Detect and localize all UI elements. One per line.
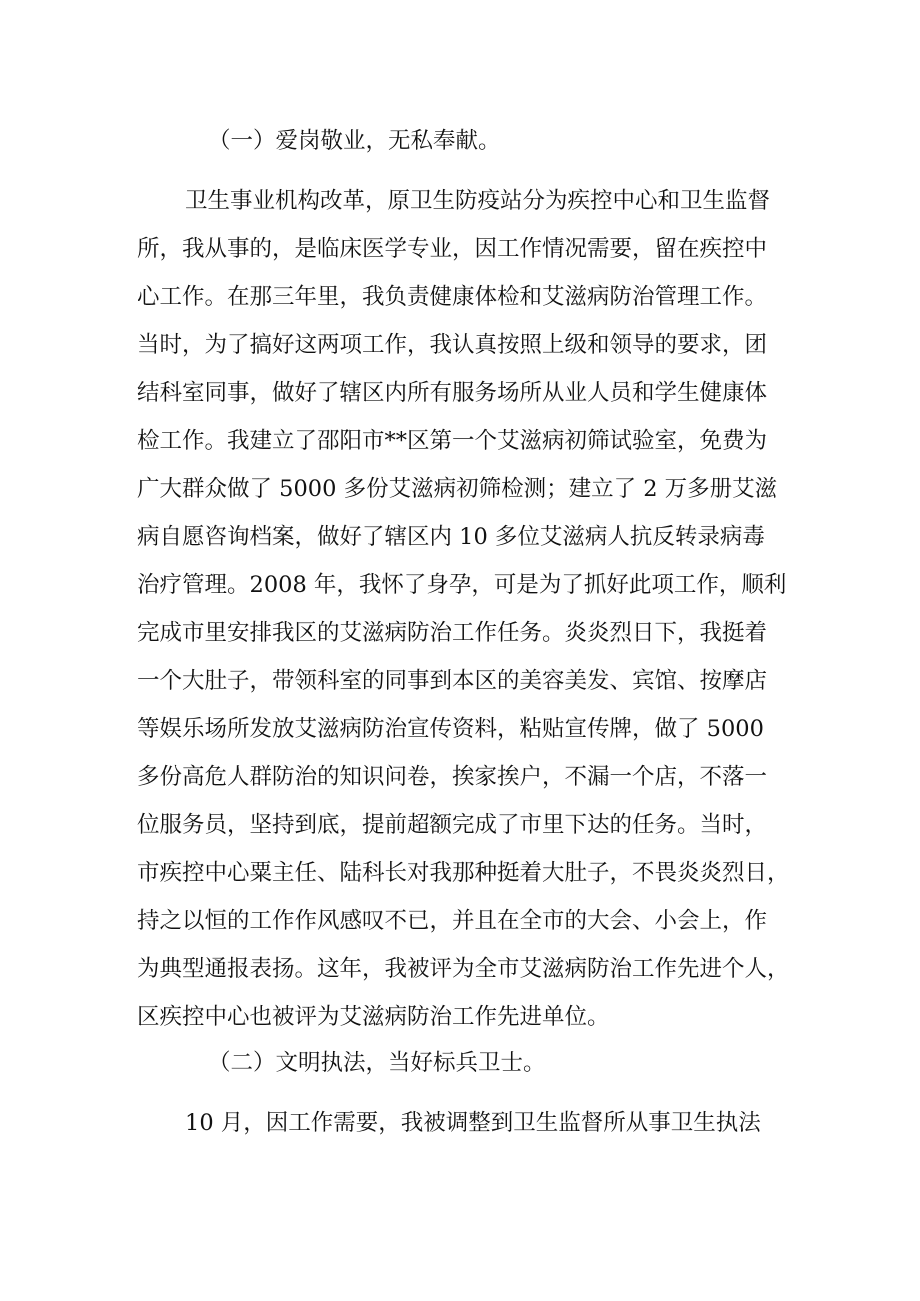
paragraph-line: 检工作。我建立了邵阳市**区第一个艾滋病初筛试验室，免费为 — [137, 428, 768, 454]
paragraph-line: 心工作。在那三年里，我负责健康体检和艾滋病防治管理工作。 — [137, 284, 768, 310]
section-heading-2: （二）文明执法，当好标兵卫士。 — [208, 1050, 546, 1076]
paragraph-line: 卫生事业机构改革，原卫生防疫站分为疾控中心和卫生监督 — [185, 188, 771, 214]
paragraph-line: 持之以恒的工作作风感叹不已，并且在全市的大会、小会上，作 — [137, 908, 768, 934]
paragraph-line: 广大群众做了 5000 多份艾滋病初筛检测；建立了 2 万多册艾滋 — [137, 476, 778, 502]
paragraph-line: 为典型通报表扬。这年，我被评为全市艾滋病防治工作先进个人， — [137, 956, 790, 982]
paragraph-line: 病自愿咨询档案，做好了辖区内 10 多位艾滋病人抗反转录病毒 — [137, 524, 765, 550]
paragraph-line: 一个大肚子，带领科室的同事到本区的美容美发、宾馆、按摩店 — [137, 668, 768, 694]
paragraph-line: 治疗管理。2008 年，我怀了身孕，可是为了抓好此项工作，顺利 — [137, 572, 787, 598]
paragraph-line: 多份高危人群防治的知识问卷，挨家挨户，不漏一个店，不落一 — [137, 764, 768, 790]
paragraph-line: 所，我从事的，是临床医学专业，因工作情况需要，留在疾控中 — [137, 236, 768, 262]
section-heading-1: （一）爱岗敬业，无私奉献。 — [208, 128, 501, 154]
paragraph-line: 等娱乐场所发放艾滋病防治宣传资料，粘贴宣传牌，做了 5000 — [137, 716, 764, 742]
paragraph-line: 市疾控中心粟主任、陆科长对我那种挺着大肚子，不畏炎炎烈日， — [137, 860, 790, 886]
paragraph-line: 结科室同事，做好了辖区内所有服务场所从业人员和学生健康体 — [137, 380, 768, 406]
paragraph-line: 当时，为了搞好这两项工作，我认真按照上级和领导的要求，团 — [137, 332, 768, 358]
paragraph-line: 10 月，因工作需要，我被调整到卫生监督所从事卫生执法 — [185, 1110, 761, 1136]
paragraph-line: 区疾控中心也被评为艾滋病防治工作先进单位。 — [137, 1004, 610, 1030]
paragraph-line: 位服务员，坚持到底，提前超额完成了市里下达的任务。当时， — [137, 812, 768, 838]
paragraph-line: 完成市里安排我区的艾滋病防治工作任务。炎炎烈日下，我挺着 — [137, 620, 768, 646]
